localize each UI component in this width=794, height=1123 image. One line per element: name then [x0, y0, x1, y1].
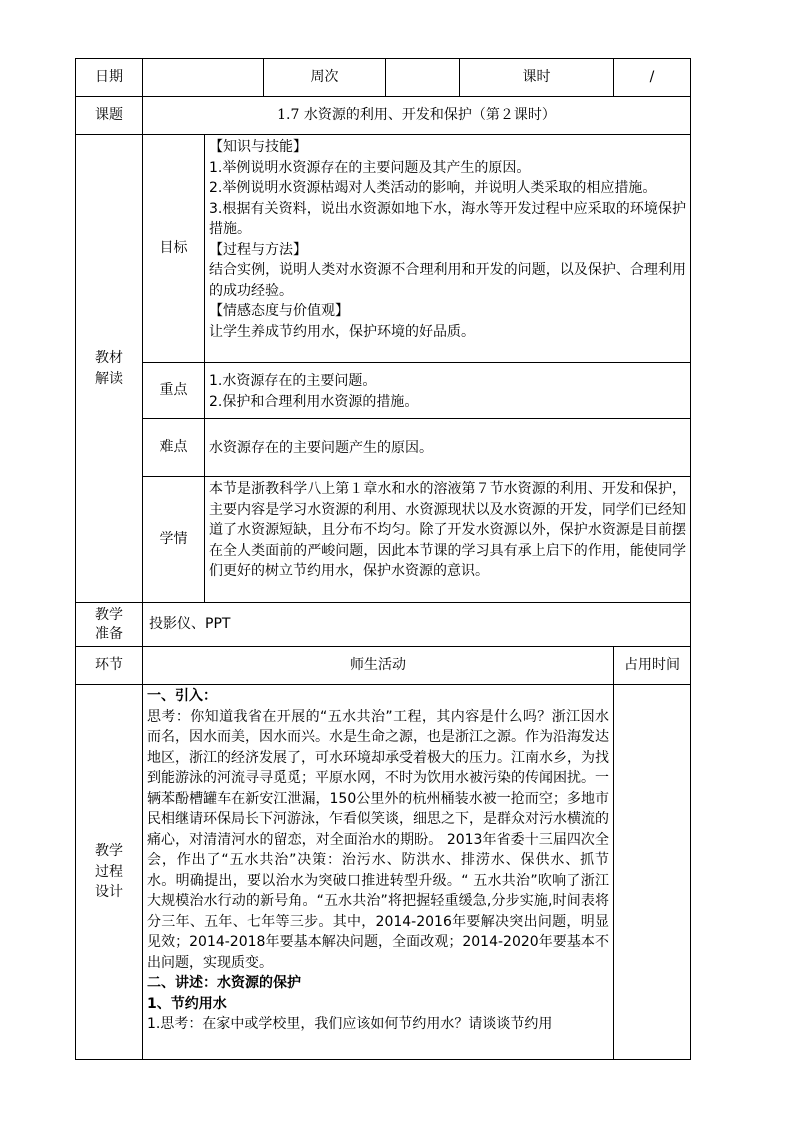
goals-line: 【情感态度与价值观】: [209, 303, 349, 319]
process-label-line3: 设计: [95, 884, 123, 901]
time-cell: [614, 685, 691, 1060]
goals-content: [205, 135, 691, 363]
section2-heading: 二、讲述：水资源的保护: [147, 975, 301, 991]
section2-text: 1.思考：在家中或学校里，我们应该如何节约用水？请谈谈节约用: [147, 1016, 553, 1032]
process-header-row: [76, 647, 691, 685]
textbook-label-line2: 解读: [95, 370, 123, 387]
process-label: [76, 685, 143, 1060]
process-row: [76, 685, 691, 1060]
section2-subheading: 1、节约用水: [147, 995, 227, 1012]
date-label: 日期: [76, 59, 143, 97]
student-content: 本节是浙教科学八上第１章水和水的溶液第７节水资源的利用、开发和保护，主要内容是学习水资源的利用、水资源现状以及水资源的开发，同学们已经知道了水资源短缺，且分布不均匀。除了开发水资源以外，保护水资源是目前摆在全人类面前的严峻问题，因此本节课的学习具有承上启下的作用，能使同学们更好的树立节约用水，保护水资源的意识。: [205, 477, 691, 603]
goals-line: 【过程与方法】: [209, 241, 307, 258]
key-point-line: 1.水资源存在的主要问题。: [209, 373, 377, 389]
prep-row: [76, 603, 691, 647]
prep-value: 投影仪、PPT: [143, 603, 691, 647]
goals-line: 1.举例说明水资源存在的主要问题及其产生的原因。: [209, 159, 531, 176]
textbook-label: [76, 135, 143, 603]
date-value[interactable]: [143, 59, 264, 97]
topic-row: [76, 97, 691, 135]
difficulty-label: 难点: [143, 419, 205, 477]
time-header: 占用时间: [614, 647, 691, 685]
process-label-line1: 教学: [95, 843, 123, 860]
period-value: /: [614, 59, 691, 97]
difficulty-content: 水资源存在的主要问题产生的原因。: [205, 419, 691, 477]
prep-label: [76, 603, 143, 647]
week-value[interactable]: [386, 59, 460, 97]
goals-row: [76, 135, 691, 363]
intro-heading: 一、引入：: [147, 688, 217, 704]
topic-value: 1.7 水资源的利用、开发和保护（第２课时）: [143, 97, 691, 135]
goals-line: 2.举例说明水资源枯竭对人类活动的影响，并说明人类采取的相应措施。: [209, 180, 657, 196]
goals-label: 目标: [143, 135, 205, 363]
prep-label-line1: 教学: [95, 606, 123, 623]
key-points-content: [205, 363, 691, 419]
period-label: 课时: [460, 59, 614, 97]
header-row: [76, 59, 691, 97]
goals-line: 让学生养成节约用水，保护环境的好品质。: [209, 323, 475, 340]
lesson-plan-table: [75, 58, 691, 1060]
topic-label: 课题: [76, 97, 143, 135]
goals-line: 结合实例，说明人类对水资源不合理利用和开发的问题，以及保护、合理利用的成功经验。: [209, 262, 686, 299]
student-label: 学情: [143, 477, 205, 603]
key-point-line: 2.保护和合理利用水资源的措施。: [209, 393, 419, 410]
goals-line: 【知识与技能】: [209, 139, 307, 155]
week-label: 周次: [264, 59, 386, 97]
student-row: [76, 477, 691, 603]
process-content: [143, 685, 614, 1060]
stage-header: 环节: [76, 647, 143, 685]
prep-label-line2: 准备: [95, 625, 123, 642]
intro-text: 思考：你知道我省在开展的“五水共治”工程，其内容是什么吗？浙江因水而名，因水而美，因水而兴。水是生命之源，也是浙江之源。作为沿海发达地区，浙江的经济发展了，可水环境却承受着极大的压力。江南水乡，为找到能游泳的河流寻寻觅觅；平原水网，不时为饮用水被污染的传闻困扰。一辆苯酚槽罐车在新安江泄漏，150公里外的杭州桶装水被一抢而空；多地市民相继请环保局长下河游泳，乍看似笑谈，细思之下，是群众对污水横流的痛心，对清清河水的留恋，对全面治水的期盼。 2013年省委十三届四次全会，作出了“五水共治”决策：治污水、防洪水、排涝水、保供水、抓节水。明确提出，要以治水为突破口推进转型升级。“ 五水共治”吹响了浙江大规模治水行动的新号角。“五水共治”将把握轻重缓急,分步实施,时间表将分三年、五年、七年等三步。其中，2014-2016年要解决突出问题，明显见效；2014-2018年要基本解决问题，全面改观；2014-2020年要基本不出问题，实现质变。: [147, 708, 609, 971]
textbook-label-line1: 教材: [95, 350, 123, 366]
key-points-row: [76, 363, 691, 419]
difficulty-row: [76, 419, 691, 477]
goals-line: 3.根据有关资料，说出水资源如地下水，海水等开发过程中应采取的环境保护措施。: [209, 200, 686, 237]
key-points-label: 重点: [143, 363, 205, 419]
activity-header: 师生活动: [143, 647, 614, 685]
process-label-line2: 过程: [95, 863, 123, 880]
